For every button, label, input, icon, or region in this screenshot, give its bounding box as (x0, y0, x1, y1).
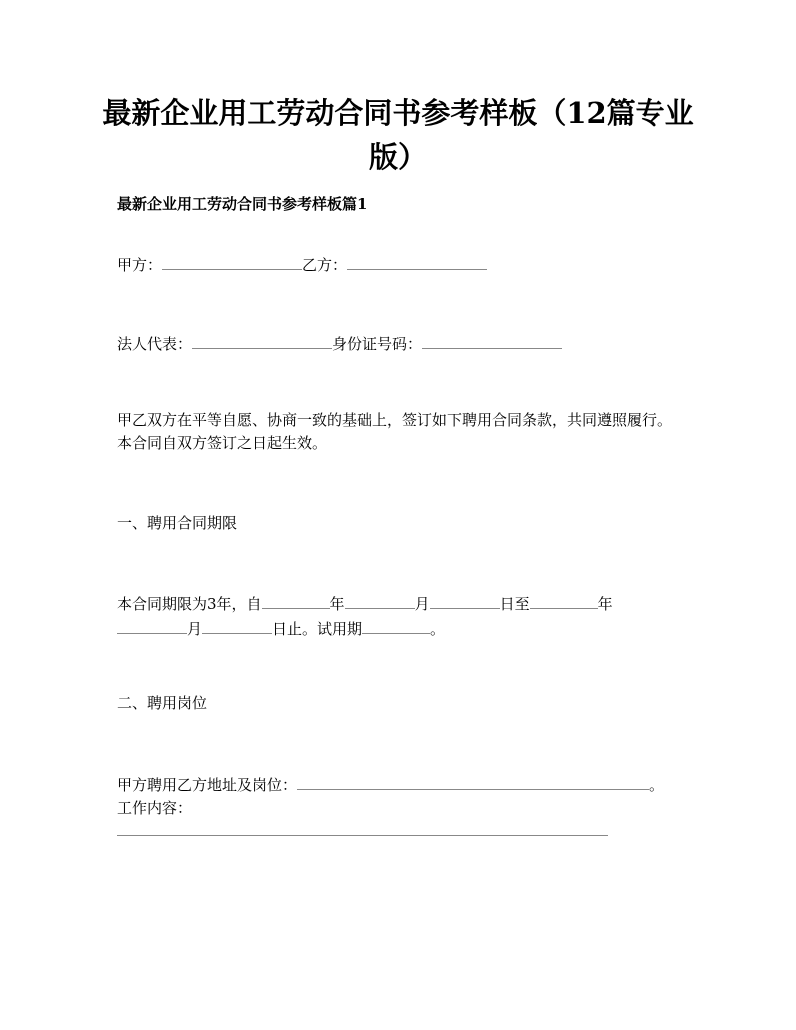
party-b-blank[interactable] (347, 252, 487, 270)
start-month-blank[interactable] (345, 591, 415, 609)
work-content-label: 工作内容： (117, 799, 193, 817)
parties-line (117, 252, 672, 277)
term-prefix: 本合同期限为3年，自 (117, 595, 262, 613)
day-to-label: 日至 (499, 595, 530, 613)
year-label: 年 (329, 595, 345, 613)
legal-rep-label: 法人代表： (117, 335, 193, 353)
end-day-blank[interactable] (202, 616, 272, 634)
month-label: 月 (414, 595, 430, 613)
party-b-label: 乙方： (302, 256, 348, 274)
party-a-blank[interactable] (162, 252, 302, 270)
intro-paragraph: 甲乙双方在平等自愿、协商一致的基础上，签订如下聘用合同条款，共同遵照履行。本合同自双方签订之日起生效。 (117, 411, 673, 452)
id-number-label: 身份证号码： (332, 335, 423, 353)
party-a-label: 甲方： (117, 256, 163, 274)
address-blank[interactable] (297, 772, 649, 790)
address-end: 。 (649, 776, 665, 794)
work-content-blank[interactable] (117, 835, 608, 836)
day-end-label: 日止。试用期 (272, 620, 363, 638)
document-title: 最新企业用工劳动合同书参考样板（12篇专业版） (102, 96, 694, 174)
end-year-blank[interactable] (530, 591, 598, 609)
section-1-heading: 一、聘用合同期限 (117, 514, 238, 532)
id-number-blank[interactable] (422, 331, 562, 349)
period-end: 。 (430, 620, 446, 638)
start-year-blank[interactable] (262, 591, 330, 609)
term-paragraph (117, 591, 672, 641)
start-day-blank[interactable] (430, 591, 500, 609)
address-label: 甲方聘用乙方地址及岗位： (117, 776, 298, 794)
month-label: 月 (187, 620, 203, 638)
year-label: 年 (597, 595, 613, 613)
end-month-blank[interactable] (117, 616, 187, 634)
position-paragraph (117, 772, 672, 820)
probation-blank[interactable] (362, 616, 430, 634)
section-subtitle: 最新企业用工劳动合同书参考样板篇1 (117, 195, 368, 213)
representative-line (117, 331, 672, 356)
section-2-heading: 二、聘用岗位 (117, 694, 208, 712)
legal-rep-blank[interactable] (192, 331, 332, 349)
